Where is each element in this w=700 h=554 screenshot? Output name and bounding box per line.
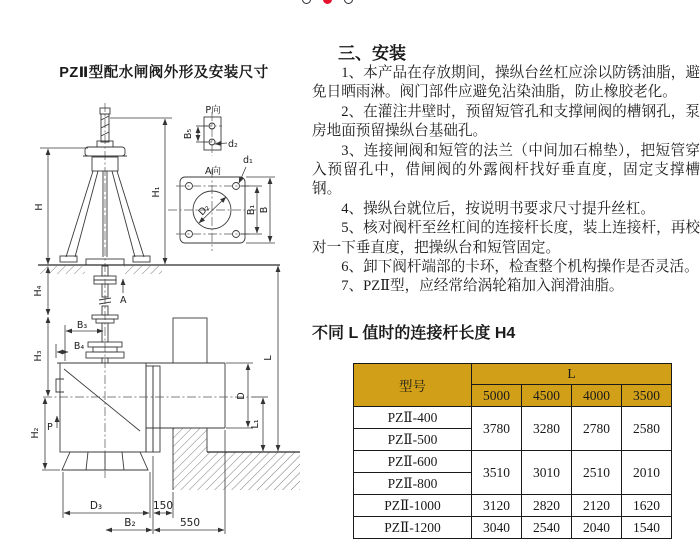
model-cell: PZⅡ-1200 xyxy=(354,517,472,539)
table-header-model: 型号 xyxy=(354,364,472,407)
install-step: 3、连接闸阀和短管的法兰（中间加石棉垫），把短管穿入预留孔中，借闸阀的外露阀杆找好垂直度，固定支撑槽钢。 xyxy=(312,142,700,198)
model-cell: PZⅡ-400 xyxy=(354,407,472,429)
model-cell: PZⅡ-800 xyxy=(354,473,472,495)
value-cell: 3120 xyxy=(472,495,522,517)
dim-150: 150 xyxy=(152,500,174,512)
dim-H3: H₃ xyxy=(33,350,44,362)
dim-D2: D₂ xyxy=(196,202,213,219)
value-cell: 2010 xyxy=(622,451,672,495)
dimensions-right xyxy=(226,266,278,451)
table-row xyxy=(354,495,672,517)
value-cell: 2540 xyxy=(522,517,572,539)
table-header-l-value: 3500 xyxy=(622,385,672,407)
dim-H2: H₂ xyxy=(30,427,41,439)
a-view-label: A向 xyxy=(205,166,221,177)
dim-B3: B₃ xyxy=(76,320,88,331)
table-row xyxy=(354,451,672,473)
dim-B5: B₅ xyxy=(183,128,194,140)
dim-L: L xyxy=(263,355,274,361)
pagination-dot[interactable] xyxy=(344,0,353,4)
value-cell: 2510 xyxy=(572,451,622,495)
dim-d1: d₁ xyxy=(243,155,253,166)
value-cell: 2040 xyxy=(572,517,622,539)
install-step: 4、操纵台就位后，按说明书要求尺寸提升丝杠。 xyxy=(341,200,655,217)
dimensions-rod xyxy=(47,279,127,433)
dim-H: H xyxy=(34,203,45,211)
install-instructions xyxy=(312,64,700,297)
value-cell: 3780 xyxy=(472,407,522,451)
section-heading: 三、安装 xyxy=(338,44,406,63)
dim-D3: D₃ xyxy=(89,500,103,512)
dim-B: B xyxy=(259,206,270,214)
model-cell: PZⅡ-1000 xyxy=(354,495,472,517)
rod-length-table xyxy=(353,363,672,539)
value-cell: 3510 xyxy=(472,451,522,495)
operating-stand xyxy=(60,103,150,478)
table-header-l-value: 4000 xyxy=(572,385,622,407)
table-title: 不同 L 值时的连接杆长度 H4 xyxy=(312,325,516,342)
value-cell: 2820 xyxy=(522,495,572,517)
value-cell: 1620 xyxy=(622,495,672,517)
value-cell: 2780 xyxy=(572,407,622,451)
p-view-detail xyxy=(183,104,238,156)
dim-B4: B₄ xyxy=(73,341,85,352)
value-cell: 3280 xyxy=(522,407,572,451)
value-cell: 1540 xyxy=(622,517,672,539)
install-step: 5、核对阀杆至丝杠间的连接杆长度，装上连接杆，再校对一下垂直度，把操纵台和短管固定。 xyxy=(312,220,700,256)
install-step: 1、本产品在存放期间，操纵台丝杠应涂以防锈油脂，避免日晒雨淋。阀门部件应避免沾染油脂，防止橡胶老化。 xyxy=(312,65,700,101)
install-step: 7、PZⅡ型，应经常给涡轮箱加入润滑油脂。 xyxy=(341,278,624,295)
floor-line xyxy=(38,265,280,274)
dim-550: 550 xyxy=(179,517,201,529)
install-step: 6、卸下阀杆端部的卡环，检查整个机构操作是否灵活。 xyxy=(341,259,699,276)
dim-D: D xyxy=(236,392,247,400)
table-header-l-value: 5000 xyxy=(472,385,522,407)
table-header-L: L xyxy=(472,364,672,385)
model-cell: PZⅡ-600 xyxy=(354,451,472,473)
dim-B2: B₂ xyxy=(124,517,136,529)
dim-L1: L₁ xyxy=(250,419,261,429)
dim-P: P xyxy=(47,422,53,433)
dim-B1: B₁ xyxy=(246,204,257,216)
dim-A: A xyxy=(120,295,127,306)
pagination-dot-active[interactable] xyxy=(323,0,332,4)
a-view-detail xyxy=(168,155,275,251)
table-row xyxy=(354,407,672,429)
dim-H1: H₁ xyxy=(151,186,162,198)
install-step: 2、在灌注井壁时，预留短管孔和支撑闸阀的槽钢孔，泵房地面预留操纵台基础孔。 xyxy=(312,103,700,140)
well-wall xyxy=(173,318,300,490)
dim-d2: d₂ xyxy=(228,139,238,150)
p-view-label: P向 xyxy=(205,105,221,116)
value-cell: 3040 xyxy=(472,517,522,539)
table-row xyxy=(354,517,672,539)
value-cell: 2120 xyxy=(572,495,622,517)
model-cell: PZⅡ-500 xyxy=(354,429,472,451)
value-cell: 2580 xyxy=(622,407,672,451)
table-header-l-value: 4500 xyxy=(522,385,572,407)
diagram-title: PZⅡ型配水闸阀外形及安装尺寸 xyxy=(59,65,269,81)
dim-H4: H₄ xyxy=(33,285,44,297)
valve-drawing xyxy=(0,0,320,554)
value-cell: 3010 xyxy=(522,451,572,495)
